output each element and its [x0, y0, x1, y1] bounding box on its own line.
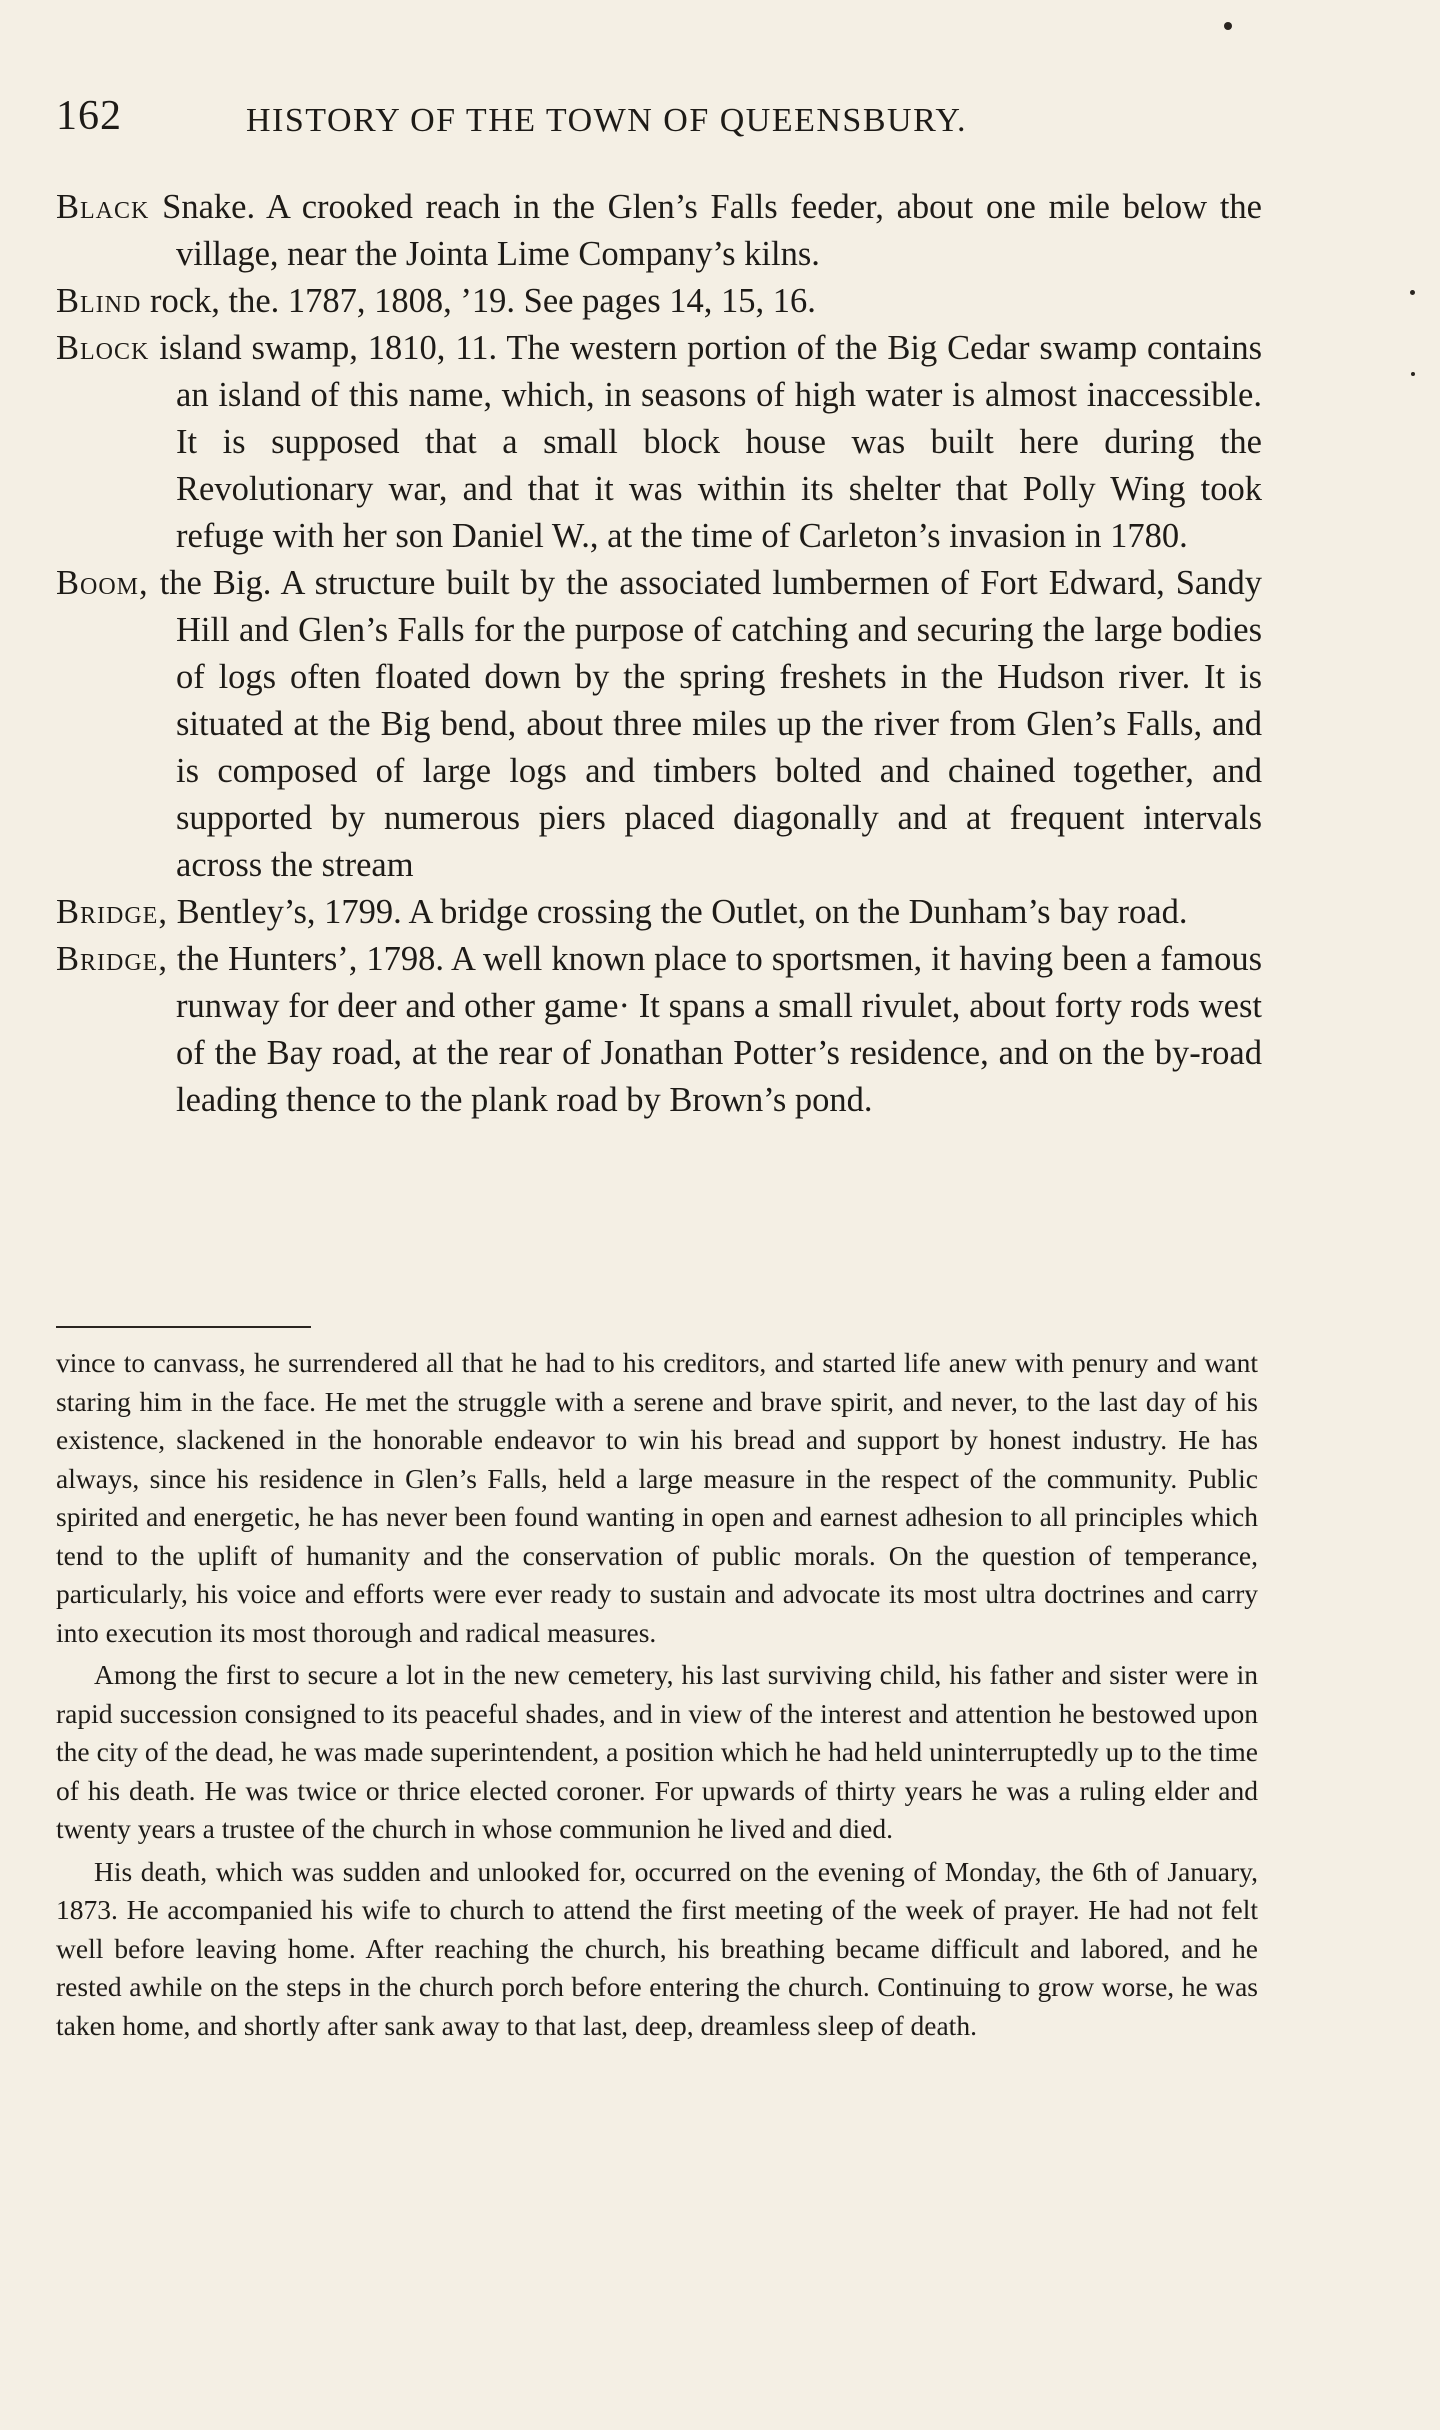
book-page: [56, 0, 1262, 2430]
entry-text: the Hunters’, 1798. A well known place to sportsmen, it having been a famous runway for deer and other game· It spans a small rivulet, about forty rods west of the Bay road, at the rear of Jonathan Potter’s residence, and on the by-road leading thence to the plank road by Brown’s pond.: [167, 940, 1262, 1119]
entry-block-island-swamp: [56, 325, 1262, 560]
page-number: 162: [56, 93, 122, 139]
entry-head: Blind: [56, 282, 142, 320]
footnote-separator: [56, 1326, 311, 1328]
footnote-paragraph: His death, which was sudden and unlooked for, occurred on the evening of Monday, the 6th of January, 1873. He accompanied his wife to church to attend the first meeting of the week of prayer. He had not felt well before leaving home. After reaching the church, his breathing became difficult and labored, and he rested awhile on the steps in the church porch before entering the church. Continuing to grow worse, he was taken home, and shortly after sank away to that last, deep, dreamless sleep of death.: [56, 1855, 1258, 2041]
entry-text: Bentley’s, 1799. A bridge crossing the Outlet, on the Dunham’s bay road.: [167, 893, 1188, 931]
paper-speck: [1224, 22, 1232, 30]
entry-head: Block: [56, 329, 150, 367]
entry-blind-rock: [56, 278, 1262, 325]
entry-head: Black: [56, 188, 150, 226]
footnote-paragraph: Among the first to secure a lot in the new cemetery, his last surviving child, his father and sister were in rapid succession consigned to its peaceful shades, and in view of the interest and attention he bestowed upon the city of the dead, he was made superintendent, a position which he had held uninterruptedly up to the time of his death. He was twice or thrice elected coroner. For upwards of thirty years he was a ruling elder and twenty years a trustee of the church in whose communion he lived and died.: [56, 1659, 1258, 1844]
entry-head: Boom,: [56, 564, 149, 602]
entry-text: Snake. A crooked reach in the Glen’s Falls feeder, about one mile below the village, near the Jointa Lime Company’s kilns.: [149, 188, 1262, 273]
running-head: HISTORY OF THE TOWN OF QUEENSBURY.: [246, 102, 968, 139]
entry-bridge-bentleys: [56, 889, 1262, 936]
paper-speck: [1411, 372, 1415, 376]
footnote-paragraph: vince to canvass, he surrendered all that he had to his creditors, and started life anew with penury and want staring him in the face. He met the struggle with a serene and brave spirit, and never, to the last day of his existence, slackened in the honorable endeavor to win his bread and support by honest industry. He has always, since his residence in Glen’s Falls, held a large measure in the respect of the community. Public spirited and energetic, he has never been found wanting in open and earnest adhesion to all principles which tend to the uplift of humanity and the conservation of public morals. On the question of temperance, particularly, his voice and efforts were ever ready to sustain and advocate its most ultra doctrines and carry into execution its most thorough and radical measures.: [56, 1347, 1258, 1648]
entry-bridge-hunters: [56, 936, 1262, 1124]
footnote: [56, 1344, 1258, 2045]
entry-text: island swamp, 1810, 11. The western portion of the Big Cedar swamp contains an island of this name, which, in seasons of high water is almost inaccessible. It is supposed that a small block house was built here during the Revolutionary war, and that it was within its shelter that Polly Wing took refuge with her son Daniel W., at the time of Carleton’s invasion in 1780.: [149, 329, 1262, 555]
entry-head: Bridge,: [56, 893, 168, 931]
page-header: [56, 92, 1256, 148]
entry-black-snake: [56, 184, 1262, 278]
paper-speck: [1410, 290, 1415, 295]
gazetteer-entries: [56, 184, 1262, 1124]
entry-text: rock, the. 1787, 1808, ’19. See pages 14, 15, 16.: [141, 282, 816, 320]
entry-boom-big: [56, 560, 1262, 889]
entry-head: Bridge,: [56, 940, 168, 978]
entry-text: the Big. A structure built by the associated lumbermen of Fort Edward, Sandy Hill and Glen’s Falls for the purpose of catching and securing the large bodies of logs often floated down by the spring freshets in the Hudson river. It is situated at the Big bend, about three miles up the river from Glen’s Falls, and is composed of large logs and timbers bolted and chained together, and supported by numerous piers placed diagonally and at frequent intervals across the stream: [148, 564, 1262, 884]
